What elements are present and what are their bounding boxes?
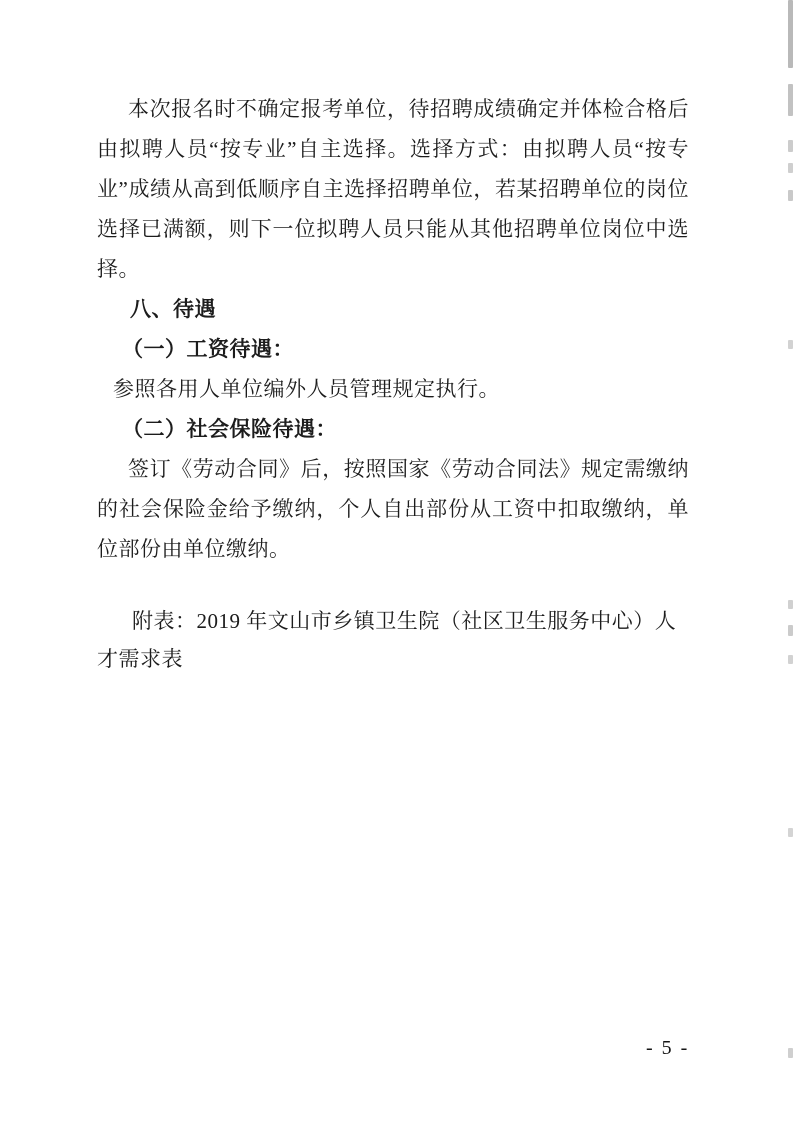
subheading-salary: （一）工资待遇： [122,337,294,361]
salary-body-text: 参照各用人单位编外人员管理规定执行。 [113,377,500,401]
document-body [97,89,689,678]
intro-paragraph: 本次报名时不确定报考单位，待招聘成绩确定并体检合格后由拟聘人员“按专业”自主选择。选择方式：由拟聘人员“按专业”成绩从高到低顺序自主选择招聘单位，若某招聘单位的岗位选择已满额，则下一位拟聘人员只能从其他招聘单位岗位中选择。 [97,97,689,281]
page-number: - 5 - [646,1037,690,1059]
scan-edge-artifact [786,0,795,1123]
attachment-note: 附表：2019 年文山市乡镇卫生院（社区卫生服务中心）人才需求表 [97,609,677,671]
subheading-social-insurance: （二）社会保险待遇： [122,417,337,441]
social-insurance-body-text: 签订《劳动合同》后，按照国家《劳动合同法》规定需缴纳的社会保险金给予缴纳，个人自出部份从工资中扣取缴纳，单位部份由单位缴纳。 [97,457,689,561]
section-heading-treatment: 八、待遇 [130,297,216,321]
